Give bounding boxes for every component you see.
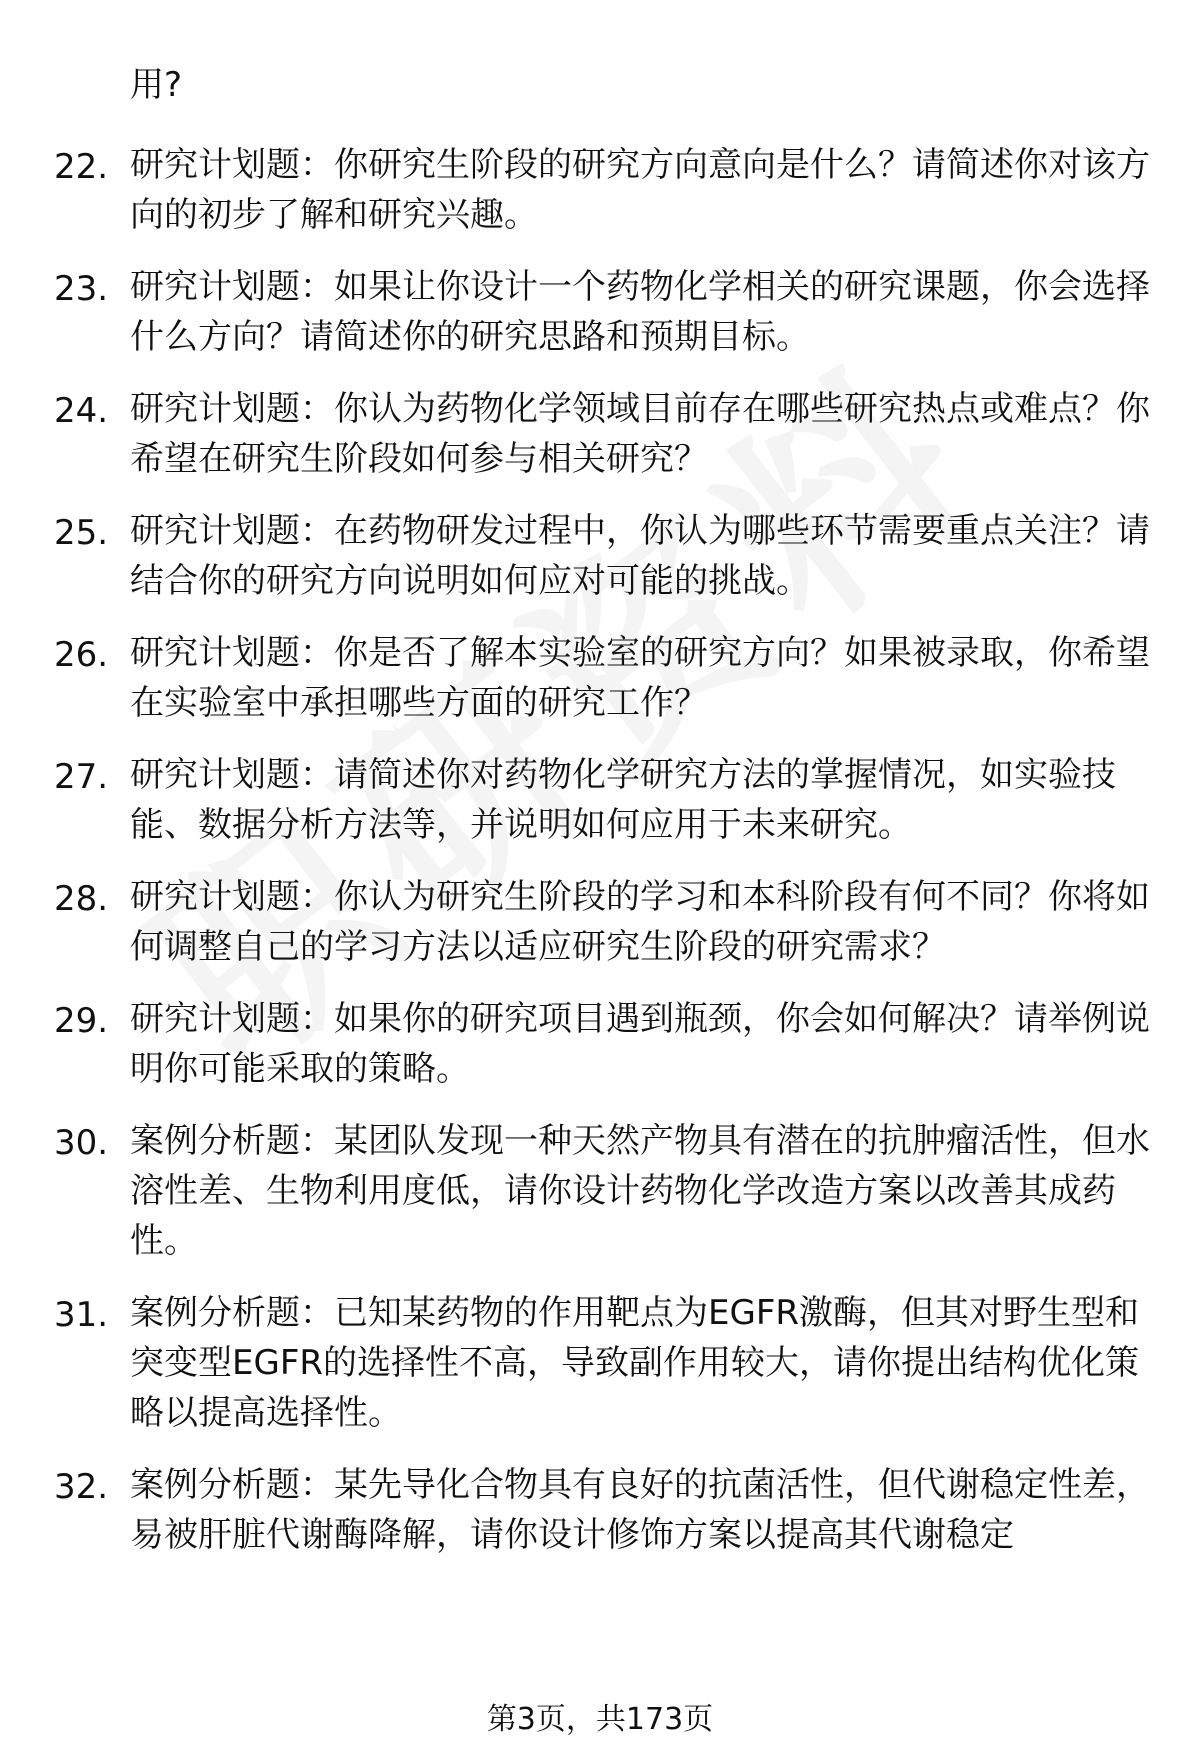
question-text: 研究计划题：在药物研发过程中，你认为哪些环节需要重点关注？请结合你的研究方向说明如何应对可能的挑战。 (130, 511, 1150, 601)
question-text: 研究计划题：请简述你对药物化学研究方法的掌握情况，如实验技能、数据分析方法等，并说明如何应用于未来研究。 (130, 755, 1116, 845)
question-text: 研究计划题：如果让你设计一个药物化学相关的研究课题，你会选择什么方向？请简述你的研究思路和预期目标。 (130, 267, 1150, 357)
question-number: 23. (54, 269, 109, 309)
page-footer: 第3页，共173页 (486, 1702, 714, 1737)
question-text: 研究计划题：你认为研究生阶段的学习和本科阶段有何不同？你将如何调整自己的学习方法以适应研究生阶段的研究需求？ (130, 877, 1150, 967)
question-number: 31. (54, 1295, 109, 1335)
question-number: 27. (54, 757, 109, 797)
question-text: 研究计划题：你是否了解本实验室的研究方向？如果被录取，你希望在实验室中承担哪些方面的研究工作？ (130, 633, 1150, 723)
question-number: 28. (54, 879, 109, 919)
question-number: 30. (54, 1123, 109, 1163)
question-text: 案例分析题：已知某药物的作用靶点为EGFR激酶，但其对野生型和突变型EGFR的选择性不高，导致副作用较大，请你提出结构优化策略以提高选择性。 (130, 1293, 1140, 1433)
question-number: 26. (54, 635, 109, 675)
question-number: 22. (54, 147, 109, 187)
question-number: 29. (54, 1001, 109, 1041)
carryover-text: 用? (130, 65, 183, 105)
question-number: 32. (54, 1467, 109, 1507)
question-text: 研究计划题：你研究生阶段的研究方向意向是什么？请简述你对该方向的初步了解和研究兴趣。 (130, 145, 1150, 235)
question-text: 研究计划题：你认为药物化学领域目前存在哪些研究热点或难点？你希望在研究生阶段如何参与相关研究？ (130, 389, 1150, 479)
question-number: 25. (54, 513, 109, 553)
question-text: 案例分析题：某先导化合物具有良好的抗菌活性，但代谢稳定性差，易被肝脏代谢酶降解，请你设计修饰方案以提高其代谢稳定 (130, 1465, 1150, 1555)
question-text: 案例分析题：某团队发现一种天然产物具有潜在的抗肿瘤活性，但水溶性差、生物利用度低，请你设计药物化学改造方案以改善其成药性。 (130, 1121, 1150, 1261)
question-text: 研究计划题：如果你的研究项目遇到瓶颈，你会如何解决？请举例说明你可能采取的策略。 (130, 999, 1150, 1089)
question-number: 24. (54, 391, 109, 431)
